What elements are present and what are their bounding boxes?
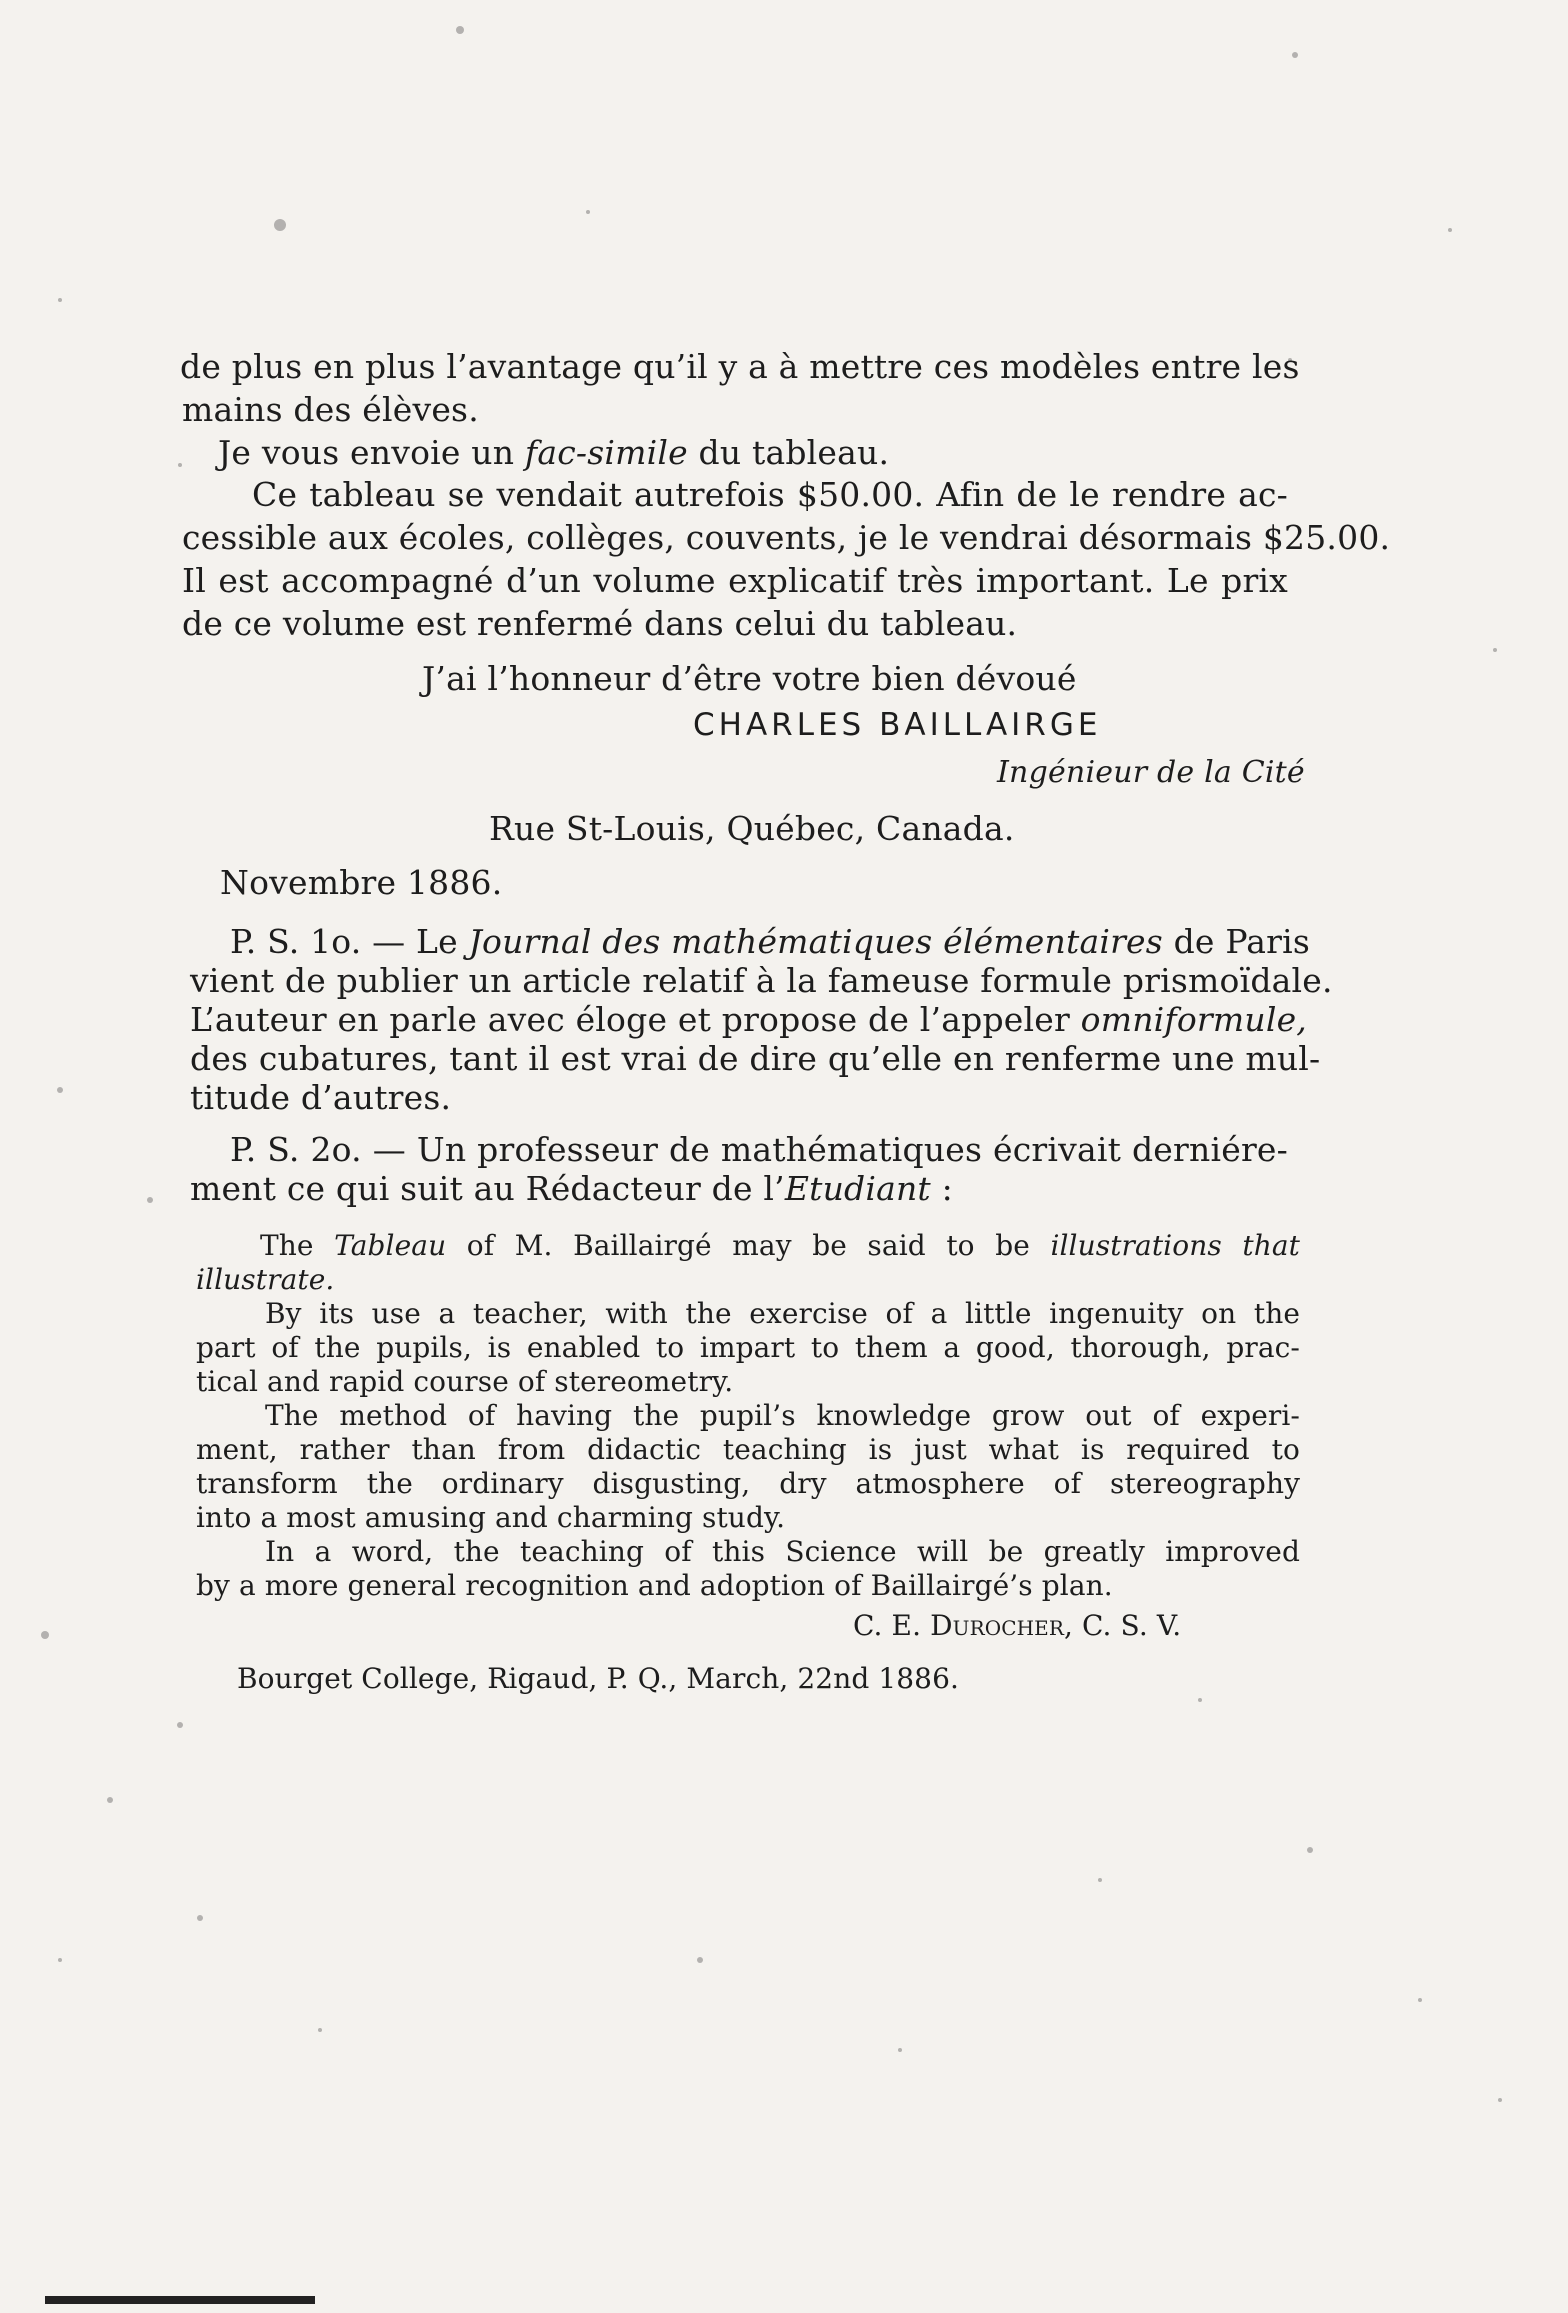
quote-place-date: Bourget College, Rigaud, P. Q., March, 22nd 1886. [237,1662,960,1695]
edge-rule [45,2296,315,2304]
paragraph-line: cessible aux écoles, collèges, couvents, je le vendrai désormais $25.00. [182,518,1391,557]
quote-line: In a word, the teaching of this Science will be greatly improved [265,1535,1300,1568]
ps2-line: P. S. 2o. — Un professeur de mathématiques écrivait derniére- [230,1130,1288,1169]
quote-line: transform the ordinary disgusting, dry atmosphere of stereography [196,1467,1300,1500]
quote-line: into a most amusing and charming study. [196,1501,786,1534]
paragraph-line: de plus en plus l’avantage qu’il y a à mettre ces modèles entre les [180,347,1300,386]
text-run: Je vous envoie un [218,433,525,472]
signature-name: CHARLES BAILLAIRGE [693,707,1102,743]
paragraph-line: Il est accompagné d’un volume explicatif très important. Le prix [182,561,1288,600]
text-run: du tableau. [687,433,890,472]
ps1-line: des cubatures, tant il est vrai de dire qu’elle en renferme une mul- [190,1039,1321,1078]
ps1-line: L’auteur en parle avec éloge et propose de l’appeler omniformule, [190,1000,1307,1039]
quote-line: The method of having the pupil’s knowledge grow out of experi- [265,1399,1300,1432]
quote-line: ment, rather than from didactic teaching is just what is required to [196,1433,1300,1466]
italic-term: fac-simile [524,433,688,472]
address-line: Rue St-Louis, Québec, Canada. [489,809,1015,848]
date-line: Novembre 1886. [220,863,503,902]
closing-line: J’ai l’honneur d’être votre bien dévoué [422,659,1077,698]
paragraph-line: Ce tableau se vendait autrefois $50.00. Afin de le rendre ac- [252,475,1288,514]
paragraph-line: mains des élèves. [182,390,479,429]
quote-line: by a more general recognition and adoption of Baillairgé’s plan. [196,1569,1113,1602]
signature-title: Ingénieur de la Cité [997,755,1305,790]
quote-line: The Tableau of M. Baillairgé may be said to be illustrations that [260,1229,1300,1262]
ps1-line: titude d’autres. [190,1078,452,1117]
quote-signer: C. E. Durocher, C. S. V. [853,1609,1182,1642]
ps1-line: P. S. 1o. — Le Journal des mathématiques élémentaires de Paris [230,922,1311,961]
quote-line: tical and rapid course of stereometry. [196,1365,734,1398]
ps1-line: vient de publier un article relatif à la fameuse formule prismoïdale. [190,961,1333,1000]
quote-line: By its use a teacher, with the exercise of a little ingenuity on the [265,1297,1300,1330]
quote-line: illustrate. [196,1263,335,1296]
paragraph-line [218,433,890,472]
quote-line: part of the pupils, is enabled to impart to them a good, thorough, prac- [196,1331,1300,1364]
paragraph-line: de ce volume est renfermé dans celui du tableau. [182,604,1018,643]
ps2-line: ment ce qui suit au Rédacteur de l’Etudiant : [190,1169,953,1208]
